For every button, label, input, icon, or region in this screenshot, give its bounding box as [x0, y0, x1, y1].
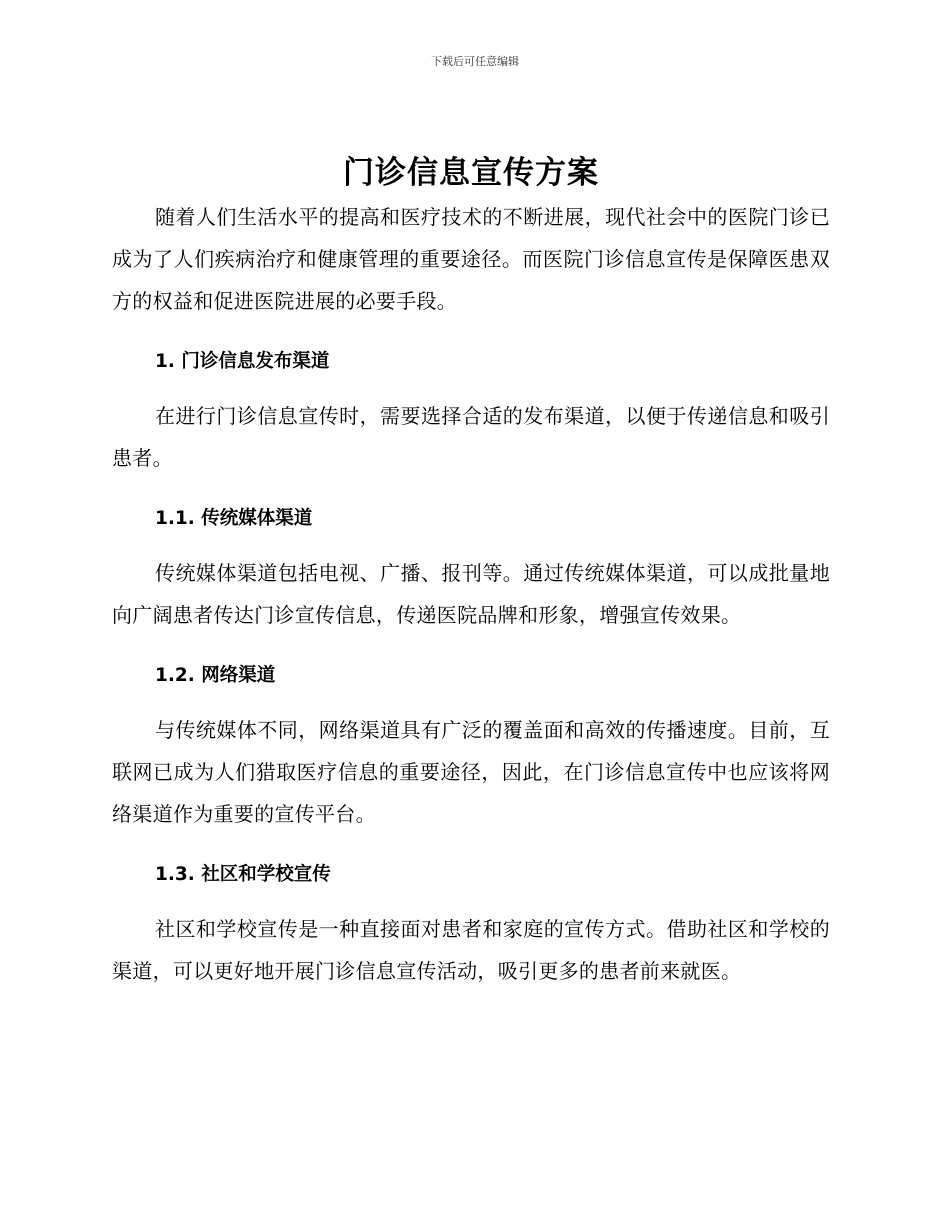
- section-heading-1-3: 1.3. 社区和学校宣传: [155, 864, 331, 885]
- section-paragraph-1-1: 传统媒体渠道包括电视、广播、报刊等。通过传统媒体渠道，可以成批量地向广阔患者传达门诊宣传信息，传递医院品牌和形象，增强宣传效果。: [112, 561, 830, 627]
- document-body: [112, 150, 830, 992]
- section-heading-1: 1. 门诊信息发布渠道: [155, 351, 330, 372]
- section-paragraph-1-2: 与传统媒体不同，网络渠道具有广泛的覆盖面和高效的传播速度。目前，互联网已成为人们猎取医疗信息的重要途径，因此，在门诊信息宣传中也应该将网络渠道作为重要的宣传平台。: [112, 718, 830, 826]
- document-title: 门诊信息宣传方案: [343, 155, 599, 191]
- section-heading-1-1: 1.1. 传统媒体渠道: [155, 508, 313, 529]
- section-paragraph-1-3: 社区和学校宣传是一种直接面对患者和家庭的宣传方式。借助社区和学校的渠道，可以更好地开展门诊信息宣传活动，吸引更多的患者前来就医。: [112, 917, 830, 983]
- section-paragraph-1: 在进行门诊信息宣传时，需要选择合适的发布渠道，以便于传递信息和吸引患者。: [112, 404, 830, 470]
- section-heading-1-2: 1.2. 网络渠道: [155, 665, 276, 686]
- intro-paragraph: 随着人们生活水平的提高和医疗技术的不断进展，现代社会中的医院门诊已成为了人们疾病治疗和健康管理的重要途径。而医院门诊信息宣传是保障医患双方的权益和促进医院进展的必要手段。: [112, 205, 830, 313]
- page-header-note: 下载后可任意编辑: [431, 55, 519, 68]
